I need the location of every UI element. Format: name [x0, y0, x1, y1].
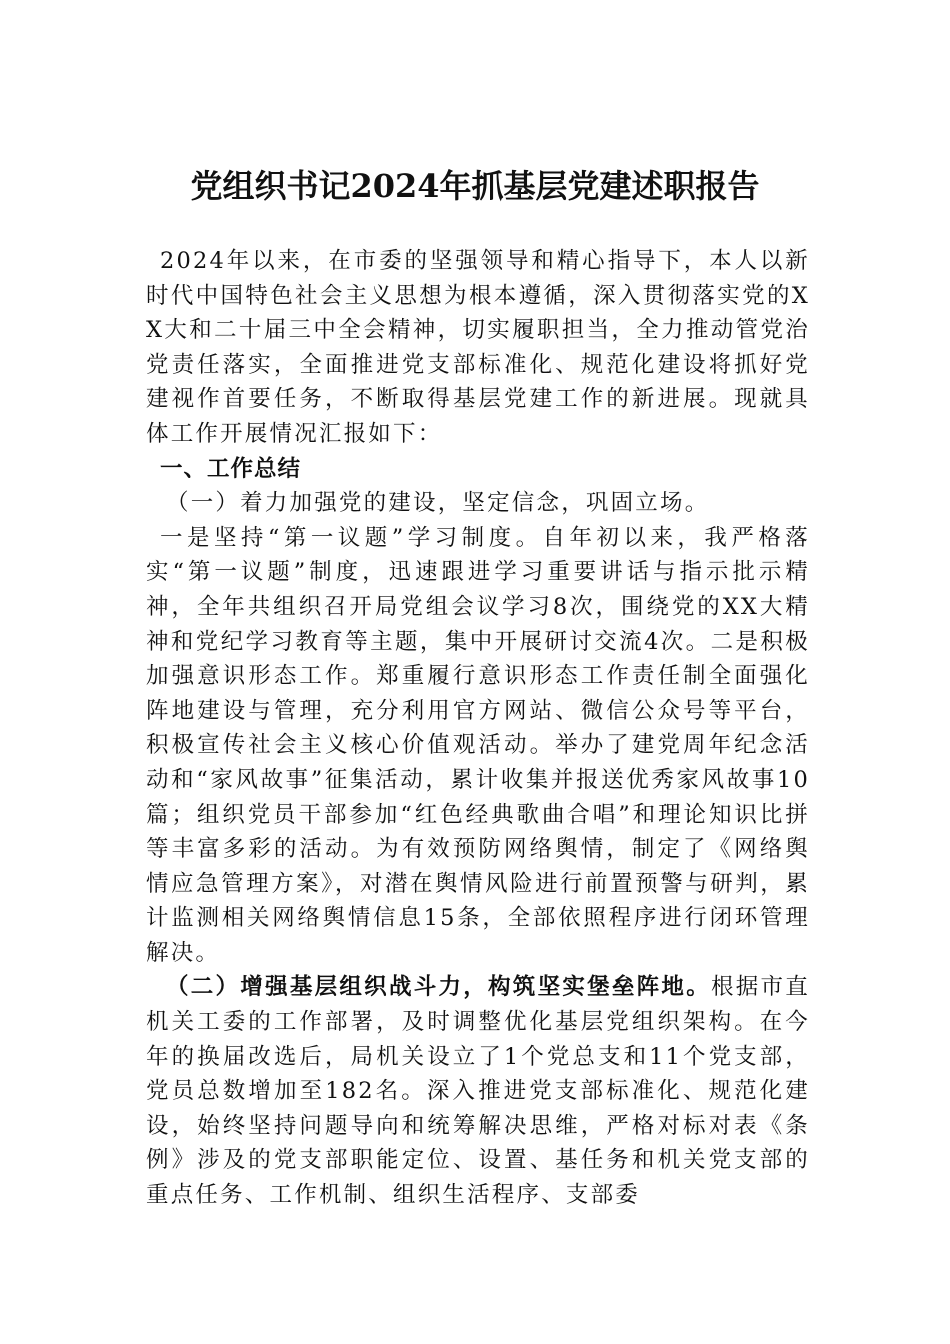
document-title: 党组织书记2024年抓基层党建述职报告 — [190, 167, 760, 205]
document-body — [146, 244, 810, 1213]
section-heading-work-summary: 一、工作总结 — [160, 455, 302, 482]
subsection-1-paragraph: 一是坚持“第一议题”学习制度。自年初以来，我严格落实“第一议题”制度，迅速跟进学习重要讲话与指示批示精神，全年共组织召开局党组会议学习8次，围绕党的XX大精神和党纪学习教育等主题，集中开展研讨交流4次。二是积极加强意识形态工作。郑重履行意识形态工作责任制全面强化阵地建设与管理，充分利用官方网站、微信公众号等平台，积极宣传社会主义核心价值观活动。举办了建党周年纪念活动和“家风故事”征集活动，累计收集并报送优秀家风故事10篇；组织党员干部参加“红色经典歌曲合唱”和理论知识比拼等丰富多彩的活动。为有效预防网络舆情，制定了《网络舆情应急管理方案》，对潜在舆情风险进行前置预警与研判，累计监测相关网络舆情信息15条，全部依照程序进行闭环管理解决。 — [146, 524, 810, 966]
subsection-heading-party-building: （一）着力加强党的建设，坚定信念，巩固立场。 — [166, 490, 710, 517]
subsection-heading-grassroots-organization: （二）增强基层组织战斗力，构筑坚实堡垒阵地。 — [166, 974, 711, 1001]
subsection-2-paragraph — [146, 970, 810, 1212]
intro-paragraph: 2024年以来，在市委的坚强领导和精心指导下，本人以新时代中国特色社会主义思想为根本遵循，深入贯彻落实党的XX大和二十届三中全会精神，切实履职担当，全力推动管党治党责任落实，全面推进党支部标准化、规范化建设将抓好党建视作首要任务，不断取得基层党建工作的新进展。现就具体工作开展情况汇报如下： — [146, 248, 810, 447]
subsection-2-body: 根据市直机关工委的工作部署，及时调整优化基层党组织架构。在今年的换届改选后，局机关设立了1个党总支和11个党支部，党员总数增加至182名。深入推进党支部标准化、规范化建设，始终坚持问题导向和统筹解决思维，严格对标对表《条例》涉及的党支部职能定位、设置、基任务和机关党支部的重点任务、工作机制、组织生活程序、支部委 — [146, 974, 810, 1209]
